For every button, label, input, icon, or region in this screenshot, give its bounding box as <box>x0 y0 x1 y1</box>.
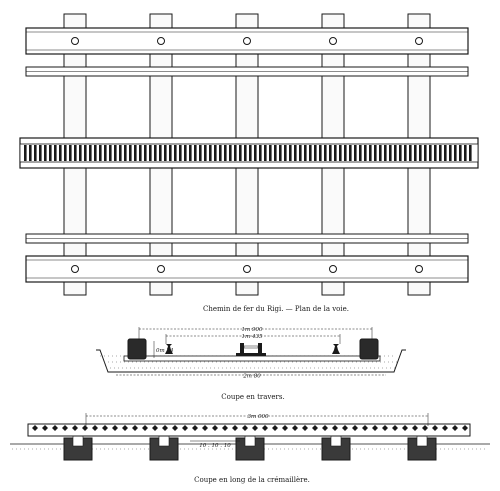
track-plan <box>20 14 478 295</box>
lower-rail <box>26 234 468 243</box>
rack-tooth <box>74 145 77 161</box>
rack-tooth <box>299 145 302 161</box>
rack-tooth <box>289 145 292 161</box>
rack-tooth <box>404 145 407 161</box>
rack-tooth <box>309 145 312 161</box>
rack-tooth <box>394 145 397 161</box>
rack-tooth <box>199 145 202 161</box>
rack-tooth <box>69 145 72 161</box>
dim-teeth-label: 10 . 10 . 10 <box>199 443 231 449</box>
rack-tooth <box>99 145 102 161</box>
rack-tooth <box>119 145 122 161</box>
rack-tooth <box>169 145 172 161</box>
lower-longitudinal-beam <box>26 256 468 282</box>
bolt <box>416 266 423 273</box>
rack-tooth <box>134 145 137 161</box>
rack-tooth <box>419 145 422 161</box>
rack-tooth <box>159 145 162 161</box>
rack-tooth <box>444 145 447 161</box>
rack-tooth <box>389 145 392 161</box>
rack-tooth <box>139 145 142 161</box>
rack-tooth <box>254 145 257 161</box>
rack-tooth <box>229 145 232 161</box>
rack-tooth <box>364 145 367 161</box>
right-beam-section <box>360 339 378 359</box>
rack-tooth <box>349 145 352 161</box>
rack-tooth <box>174 145 177 161</box>
rack-tooth <box>204 145 207 161</box>
rack-tooth <box>214 145 217 161</box>
rack-tooth <box>379 145 382 161</box>
rack-tooth <box>219 145 222 161</box>
rack-tooth <box>194 145 197 161</box>
cross-sleeper <box>124 356 380 361</box>
rack-tooth <box>209 145 212 161</box>
rack-tooth <box>249 145 252 161</box>
rack-section <box>236 343 266 356</box>
dim-overall-label: 3m 000 <box>247 414 269 420</box>
rack-tooth <box>359 145 362 161</box>
rack-tooth <box>269 145 272 161</box>
rack-tooth <box>329 145 332 161</box>
bolt <box>72 266 79 273</box>
rack-tooth <box>244 145 247 161</box>
bolt <box>244 38 251 45</box>
rack-tooth <box>179 145 182 161</box>
rack-tooth <box>469 145 472 161</box>
rack-tooth <box>239 145 242 161</box>
rack-tooth <box>424 145 427 161</box>
rack-tooth <box>104 145 107 161</box>
rack-tooth <box>439 145 442 161</box>
rack-tooth <box>29 145 32 161</box>
rack-tooth <box>24 145 27 161</box>
upper-longitudinal-beam <box>26 28 468 54</box>
rack-tooth <box>54 145 57 161</box>
rack-tooth <box>449 145 452 161</box>
rack-tooth <box>264 145 267 161</box>
bolt <box>72 38 79 45</box>
cross-section <box>96 327 406 380</box>
rack-tooth <box>434 145 437 161</box>
upper-rail <box>26 67 468 76</box>
rack-tooth <box>184 145 187 161</box>
long-section-caption: Coupe en long de la crémaillère. <box>194 476 310 484</box>
dim-base-label: 2m 80 <box>243 373 261 380</box>
rack-tooth <box>319 145 322 161</box>
rack-tooth <box>409 145 412 161</box>
support-chair <box>73 436 83 446</box>
rack-tooth <box>234 145 237 161</box>
rack-tooth <box>84 145 87 161</box>
bolt <box>330 266 337 273</box>
rack-tooth <box>39 145 42 161</box>
rack-tooth <box>149 145 152 161</box>
rack-tooth <box>164 145 167 161</box>
rack-tooth <box>339 145 342 161</box>
rack-tooth <box>64 145 67 161</box>
long-section <box>10 413 490 460</box>
rack-tooth <box>414 145 417 161</box>
rack-tooth <box>259 145 262 161</box>
dim-side-label: 0m 24 <box>156 348 174 354</box>
rack-tooth <box>399 145 402 161</box>
rack-tooth <box>429 145 432 161</box>
rack-tooth <box>384 145 387 161</box>
rack-tooth <box>59 145 62 161</box>
bolt <box>416 38 423 45</box>
rack-tooth <box>369 145 372 161</box>
rack-tooth <box>129 145 132 161</box>
rack-tooth <box>34 145 37 161</box>
bolt <box>158 266 165 273</box>
rack-tooth <box>124 145 127 161</box>
right-rail-section <box>332 344 340 354</box>
rack-tooth <box>49 145 52 161</box>
rack-tooth <box>324 145 327 161</box>
rack-tooth <box>144 145 147 161</box>
rack-tooth <box>294 145 297 161</box>
rack-tooth <box>109 145 112 161</box>
bolt <box>158 38 165 45</box>
rack-tooth <box>154 145 157 161</box>
rack-tooth <box>44 145 47 161</box>
bolt <box>330 38 337 45</box>
support-chair <box>331 436 341 446</box>
rack-tooth <box>189 145 192 161</box>
plan-caption: Chemin de fer du Rigi. — Plan de la voie. <box>202 305 350 313</box>
rack-tooth <box>274 145 277 161</box>
rack-tooth <box>79 145 82 161</box>
support-chair <box>159 436 169 446</box>
rack-tooth <box>314 145 317 161</box>
rack-rail <box>20 138 478 168</box>
rack-tooth <box>94 145 97 161</box>
rack-tooth <box>89 145 92 161</box>
rack-tooth <box>464 145 467 161</box>
cross-section-caption: Coupe en travers. <box>221 393 285 401</box>
rack-tooth <box>284 145 287 161</box>
rack-tooth <box>354 145 357 161</box>
rack-tooth <box>304 145 307 161</box>
bolt <box>244 266 251 273</box>
support-chair <box>417 436 427 446</box>
rack-tooth <box>279 145 282 161</box>
rack-supports <box>64 436 436 460</box>
support-chair <box>245 436 255 446</box>
rack-tooth <box>374 145 377 161</box>
rack-tooth <box>334 145 337 161</box>
left-beam-section <box>128 339 146 359</box>
rack-tooth <box>344 145 347 161</box>
rack-tooth <box>459 145 462 161</box>
rack-tooth <box>454 145 457 161</box>
rack-tooth <box>224 145 227 161</box>
dim-inner-label: 1m 435 <box>241 334 263 340</box>
rack-tooth <box>114 145 117 161</box>
dim-outer-label: 1m 900 <box>241 327 263 333</box>
